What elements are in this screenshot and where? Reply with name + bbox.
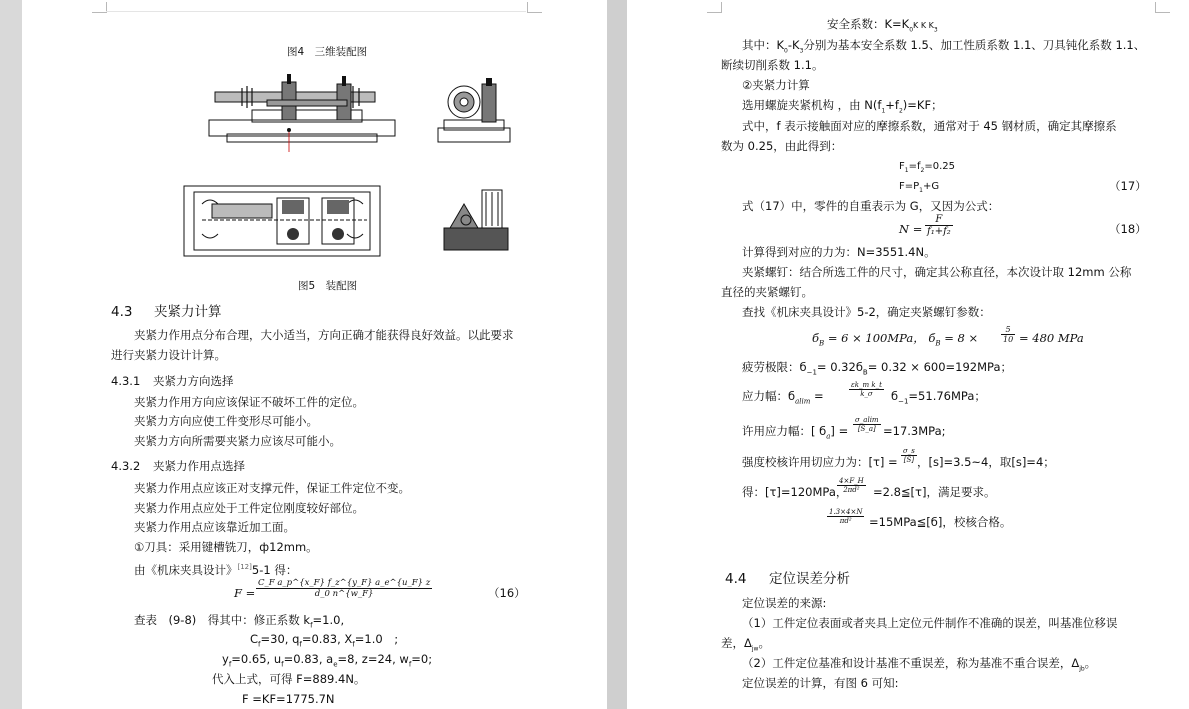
paragraph-line: 其中：$K_0-K_3$分别为基本安全系数 1.5、加工性质系数 1.1、刀具钝化系数 1.1、 [742, 38, 1146, 55]
k-text: -K [787, 38, 800, 52]
screw-text: 选用螺旋夹紧机构 ，由 N(f [742, 98, 882, 112]
subsection-number: 4.3.1 [111, 374, 141, 388]
safety-text: 安全系数：K=K [827, 17, 910, 31]
sigma-b-line: $б_B = 6 \times 100MPa$， $б_B = 8$ × [812, 331, 979, 348]
coef-value: =1.0 ; [354, 632, 399, 646]
get-fraction [837, 477, 866, 494]
formula-16-denominator: d_0 n^{w_F} [314, 589, 374, 599]
shear-result: ，[s]=3.5~4，取[s]=4； [917, 455, 1055, 469]
safety-subscripts: K K K [913, 21, 934, 30]
shear-numerator: σ_s [903, 447, 915, 455]
paragraph-line: 选用螺旋夹紧机构 ，由 $N(f_1+f_2)=KF$； [742, 98, 943, 115]
figure-4-side-view [434, 76, 514, 146]
paragraph-line: 夹紧力方向所需要夹紧力应该尽可能小。 [134, 434, 341, 448]
figure-4-caption: 图4 三维装配图 [287, 46, 368, 58]
paragraph-line [721, 636, 770, 656]
allow-text: ] = [830, 424, 849, 438]
src-text: （2）工件定位基准和设计基准不重误差，称为基准不重合误差，Δ [742, 656, 1080, 670]
formula-18-fraction [925, 214, 953, 237]
amp-numerator: εk_m k_t [851, 381, 882, 389]
paragraph-line: 夹紧力作用点应该正对支撑元件，保证工件定位不变。 [134, 481, 410, 495]
coef-value: =0.83, X [301, 632, 353, 646]
equation-line: $F_1=f_2=0.25$ [899, 161, 955, 174]
page-corner-mark [707, 2, 722, 13]
get-result: =2.8≦[τ]，满足要求。 [873, 485, 996, 499]
paragraph-line: ①刀具：采用键槽铣刀，ф12mm。 [134, 540, 318, 554]
figure-5-top-view [182, 184, 382, 259]
amp-text: 应力幅：б [742, 389, 796, 403]
check-numerator: 1.3×4×N [829, 508, 863, 516]
formula-16-numerator: C_F a_p^{x_F} f_z^{y_F} a_e^{u_F} z [258, 578, 431, 588]
get-denominator: 2πd² [843, 486, 860, 494]
fatigue-text: = 0.32б [816, 360, 863, 374]
allow-numerator: σ_alim [855, 416, 879, 424]
reference-text: 5-1 得： [251, 562, 298, 577]
amp-text: б [891, 389, 899, 403]
table-lookup-text: 查表 (9-8) 得其中：修正系数 k [134, 613, 311, 627]
section-number: 4.3 [111, 304, 133, 320]
coef-c: C [250, 632, 259, 646]
paragraph-line: 夹紧螺钉：结合所选工件的尺寸，确定其公称直径，本次设计取 12mm 公称 [742, 265, 1132, 279]
coef-value: =0.83, a [283, 652, 334, 666]
screw-text: +f [885, 98, 899, 112]
header-rule [106, 11, 526, 12]
paragraph-line: 夹紧力作用点应该靠近加工面。 [134, 520, 295, 534]
src-text: 。 [1084, 656, 1097, 670]
sigma-symbol: б [928, 331, 936, 345]
equation-17: $F=P_1+G$ [899, 181, 940, 194]
paragraph-line: 式中，f 表示接触面对应的摩擦系数，通常对于 45 钢材质，确定其摩擦系 [742, 119, 1117, 133]
allow-fraction [853, 416, 881, 433]
paragraph-line: 断续切削系数 1.1。 [721, 58, 824, 72]
eq-text: =f [908, 161, 921, 172]
section-number: 4.4 [725, 571, 747, 587]
paragraph-line: 定位误差的计算，有图 6 可知: [742, 676, 899, 690]
fatigue-limit-line: 疲劳极限：$б_{-1}= 0.32б_B= 0.32 \times 600=192MPa$； [742, 360, 1013, 377]
allow-result: =17.3MPa; [883, 424, 946, 438]
paragraph-line: （1）工件定位表面或者夹具上定位元件制作不准确的误差，叫基准位移误 [742, 616, 1118, 630]
sigma-fraction [1001, 325, 1015, 344]
subsection-heading: 夹紧力作用点选择 [153, 459, 245, 473]
fatigue-text: = 0.32 × 600=192MPa； [867, 360, 1013, 374]
formula-18-numerator: F [925, 214, 953, 226]
reference-text: 由《机床夹具设计》 [134, 562, 238, 577]
subsection-heading: ②夹紧力计算 [742, 78, 810, 92]
sigma-fraction-denominator: 10 [1003, 335, 1014, 344]
paragraph-line: 定位误差的来源: [742, 596, 827, 610]
amp-result: $б_{-1}=51.76MPa$； [891, 389, 986, 406]
document-page-right [627, 0, 1189, 709]
check-denominator: πd² [839, 517, 852, 525]
amp-text: =51.76MPa； [908, 389, 986, 403]
eq-text: =0.25 [924, 161, 955, 172]
amp-fraction [849, 381, 884, 398]
src-text: 。 [758, 636, 770, 650]
coef-value: =30, q [260, 632, 300, 646]
page-corner-mark [92, 2, 107, 13]
figure-5-section-view [440, 184, 512, 254]
coef-y: y [222, 652, 229, 666]
paragraph-line: 查找《机床夹具设计》5-2，确定夹紧螺钉参数： [742, 305, 991, 319]
paragraph-line: 数为 0.25，由此得到： [721, 139, 843, 153]
formula-18-lhs: N = [899, 222, 923, 236]
sigma-symbol: б [812, 331, 820, 345]
amp-text: = [814, 389, 824, 403]
screw-text: )=KF； [902, 98, 943, 112]
table-lookup-value: =1.0, [312, 613, 345, 627]
paragraph-line: 夹紧力作用方向应该保证不破坏工件的定位。 [134, 395, 364, 409]
paragraph-line: 查表 (9-8) 得其中：修正系数 $k_f=1.0$, [134, 613, 345, 630]
paragraph-line: 夹紧力作用点分布合理，大小适当，方向正确才能获得良好效益。以此要求 [134, 328, 514, 342]
page-gap [607, 0, 627, 709]
allowable-stress-line: 许用应力幅：[ $б_a$] = [742, 424, 849, 441]
amp-denominator: k_σ [860, 390, 873, 398]
paragraph-line: 夹紧力作用点应处于工件定位刚度较好部位。 [134, 501, 364, 515]
formula-16-number: （16） [488, 586, 526, 600]
paragraph-line: 计算得到对应的力为：N=3551.4N。 [742, 245, 936, 259]
coef-value: =0.65, u [231, 652, 282, 666]
shear-denominator: [S] [903, 456, 915, 464]
k-text: 分别为基本安全系数 1.5、加工性质系数 1.1、刀具钝化系数 1.1、 [803, 38, 1146, 52]
paragraph-line: 代入上式，可得 F=889.4N。 [212, 672, 366, 686]
page-corner-mark [527, 2, 542, 13]
result-line: 得：[τ]=120MPa， [742, 485, 848, 499]
paragraph-line: F =KF=1775.7N [242, 692, 335, 706]
section-heading: 定位误差分析 [769, 571, 850, 587]
shear-fraction [901, 447, 917, 464]
citation-mark: [12] [237, 563, 252, 571]
k-text: 其中：K [742, 38, 785, 52]
formula-16-lhs: F = [234, 586, 256, 600]
paragraph-line: 直径的夹紧螺钉。 [721, 285, 813, 299]
sigma-value: = 6 × 100MPa， [827, 331, 925, 345]
src-subscript: jb [1079, 665, 1085, 673]
shear-stress-line: 强度校核许用切应力为：[τ] = [742, 455, 898, 469]
subsection-number: 4.3.2 [111, 459, 141, 473]
paragraph-line [742, 656, 1096, 676]
sigma-result: = 480 MPa [1019, 331, 1084, 345]
figure-4-front-view [207, 72, 397, 154]
get-numerator: 4×F_H [839, 477, 864, 485]
paragraph-line [134, 560, 297, 578]
allow-denominator: [S_a] [857, 425, 876, 433]
paragraph-line: 进行夹紧力设计计算。 [111, 348, 226, 362]
document-page-left [22, 0, 607, 709]
page-corner-mark [1155, 2, 1170, 13]
coefficient-line: $C_f=30$, $q_f=0.83$, $X_f=1.0$ ; [250, 632, 399, 649]
fatigue-text: 疲劳极限：б [742, 360, 807, 374]
allow-text: 许用应力幅：[ б [742, 424, 827, 438]
coefficient-line: $y_f=0.65$, $u_f=0.83$, $a_e=8$, z=24, $w_f=0$; [222, 652, 433, 669]
eq-text: F [899, 161, 905, 172]
section-heading: 夹紧力计算 [154, 304, 222, 320]
eq-text: +G [923, 181, 940, 192]
coef-value: =8, z=24, w [337, 652, 409, 666]
sigma-value: = 8 × [944, 331, 979, 345]
subsection-heading: 夹紧力方向选择 [153, 374, 234, 388]
equation-17-number: （17） [1109, 179, 1147, 193]
coef-value: =0; [411, 652, 433, 666]
src-text: 差，Δ [721, 636, 752, 650]
formula-18-number: （18） [1109, 222, 1147, 236]
paragraph-line: 安全系数：$K=K_0K$ K $K_3$ [827, 17, 938, 34]
stress-amplitude-line: 应力幅：$б_{alim}$ = [742, 389, 824, 406]
check-fraction [827, 508, 864, 525]
check-result: =15MPa≦[б]，校核合格。 [869, 515, 1012, 529]
paragraph-line: 夹紧力方向应使工件变形尽可能小。 [134, 414, 318, 428]
eq-text: F=P [899, 181, 920, 192]
paragraph-line: 式（17）中，零件的自重表示为 G，又因为公式： [742, 199, 1000, 213]
formula-18-denominator: f₁+f₂ [927, 226, 951, 237]
formula-16-fraction [256, 578, 432, 599]
sigma-fraction-numerator: 5 [1001, 325, 1015, 335]
src-subscript: jw [751, 645, 759, 653]
figure-5-caption: 图5 装配图 [298, 280, 358, 292]
